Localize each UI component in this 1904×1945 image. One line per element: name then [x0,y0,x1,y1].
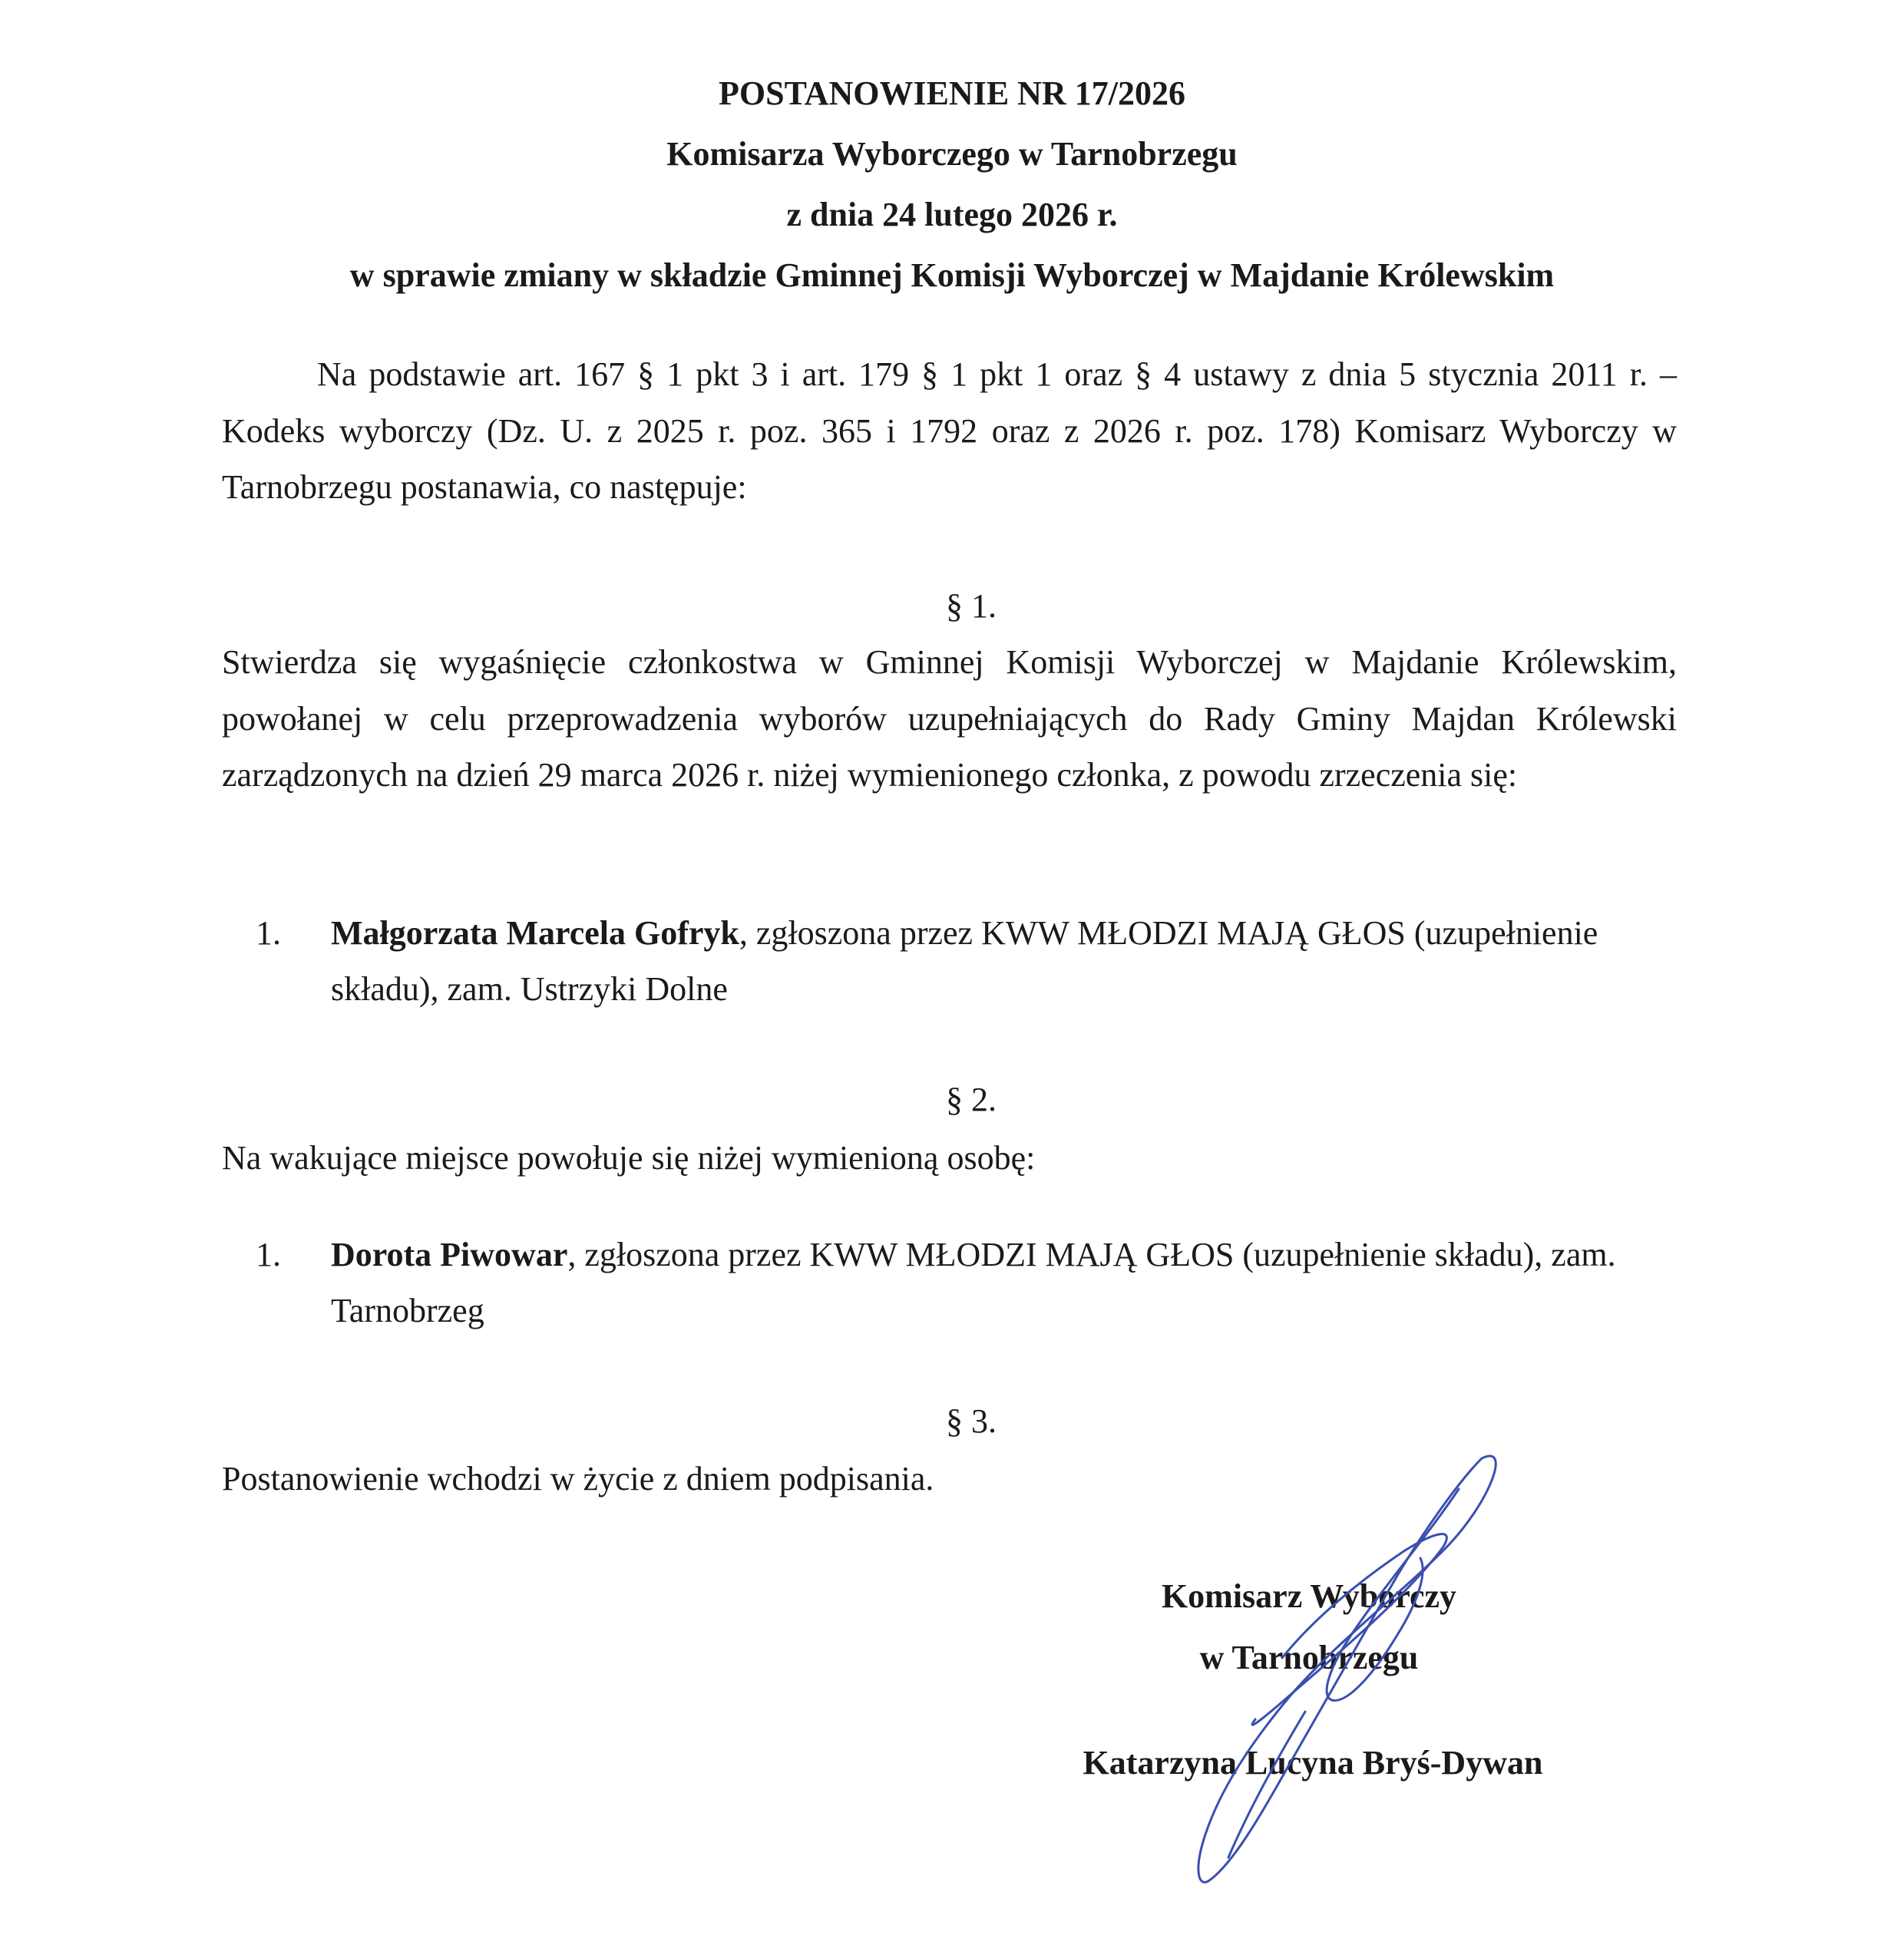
handwritten-signature [1152,1443,1520,1904]
section-1-mark: § 1. [946,587,997,625]
document-title: POSTANOWIENIE NR 17/2026 [719,74,1185,112]
section-3-text: Postanowienie wchodzi w życie z dniem podpisania. [222,1460,934,1498]
signatory-title-line1: Komisarz Wyborczy [1161,1577,1457,1615]
list-item [256,1227,1638,1339]
section-2-mark: § 2. [946,1081,997,1118]
section-3-mark: § 3. [946,1402,997,1440]
document-subject: w sprawie zmiany w składzie Gminnej Komisji Wyborczej w Majdanie Królewskim [349,256,1555,294]
signatory-name: Katarzyna Lucyna Bryś-Dywan [1083,1744,1543,1782]
list-item-body [331,1227,1638,1339]
preamble-paragraph: Na podstawie art. 167 § 1 pkt 3 i art. 179 § 1 pkt 1 oraz § 4 ustawy z dnia 5 stycznia 2011 r. – Kodeks wyborczy (Dz. U. z 2025 r. poz. 365 i 1792 oraz z 2026 r. poz. 178) Komisarz Wyborczy w Tarnobrzegu postanawia, co następuje: [222,355,1677,506]
document-header [0,63,1904,305]
member-details: , zgłoszona przez KWW MŁODZI MAJĄ GŁOS (uzupełnienie składu), zam. Ustrzyki Dolne [331,914,1598,1008]
section-1-text: Stwierdza się wygaśnięcie członkostwa w Gminnej Komisji Wyborczej w Majdanie Królewskim, powołanej w celu przeprowadzenia wyborów uzupełniających do Rady Gminy Majdan Królewski zarządzonych na dzień 29 marca 2026 r. niżej wymienionego członka, z powodu zrzeczenia się: [222,643,1677,794]
list-item [256,905,1638,1017]
list-item-body [331,905,1638,1017]
issuing-authority: Komisarza Wyborczego w Tarnobrzegu [666,135,1238,173]
document-date: z dnia 24 lutego 2026 r. [786,196,1118,233]
list-item-number: 1. [256,914,281,952]
signatory-title-line2: w Tarnobrzegu [1199,1639,1419,1676]
member-name: Małgorzata Marcela Gofryk [331,914,739,952]
member-name: Dorota Piwowar [331,1236,568,1273]
list-item-number: 1. [256,1236,281,1273]
section-2-text: Na wakujące miejsce powołuje się niżej wymienioną osobę: [222,1139,1036,1177]
member-details: , zgłoszona przez KWW MŁODZI MAJĄ GŁOS (uzupełnienie składu), zam. Tarnobrzeg [331,1236,1616,1329]
